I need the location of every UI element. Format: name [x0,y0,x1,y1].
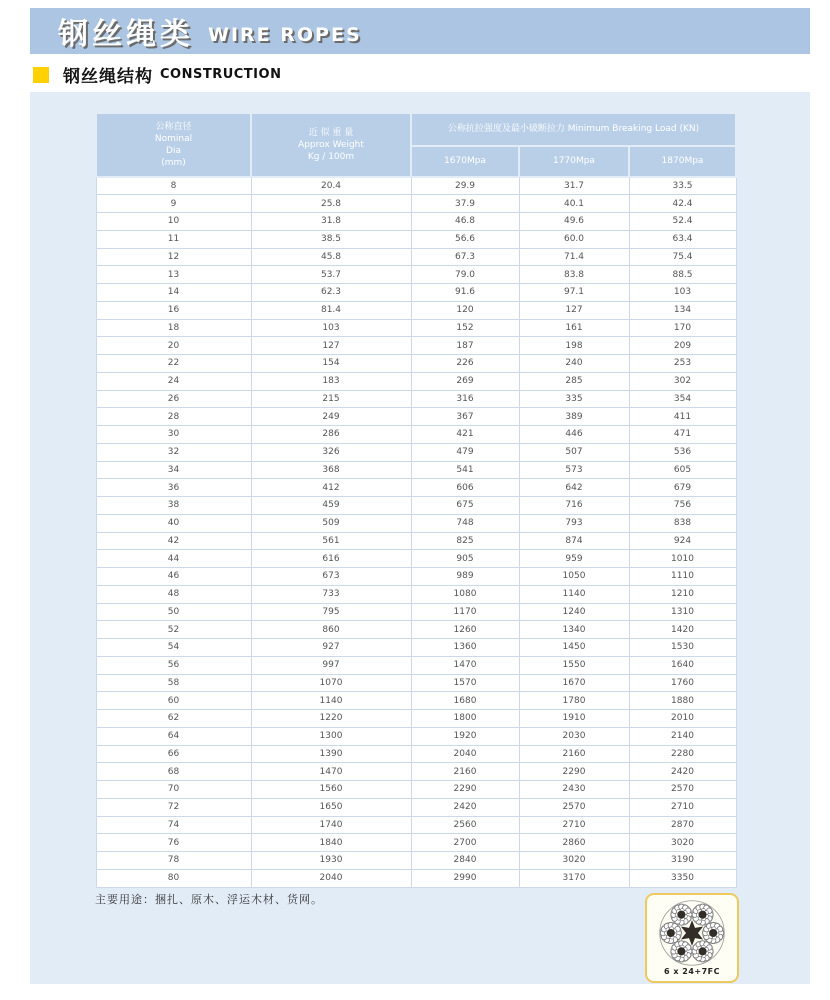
table-cell: 795 [251,603,411,621]
table-cell: 38.5 [251,230,411,248]
table-cell: 22 [96,355,251,373]
table-cell: 2040 [251,869,411,887]
table-cell: 616 [251,550,411,568]
spec-table [95,112,737,888]
table-cell: 326 [251,443,411,461]
table-cell: 1220 [251,710,411,728]
table-row [96,177,736,195]
table-cell: 2160 [519,745,629,763]
table-cell: 70 [96,781,251,799]
table-cell: 367 [411,408,519,426]
table-cell: 2840 [411,852,519,870]
table-cell: 2710 [519,816,629,834]
header-line: Dia [166,146,181,156]
table-cell: 2990 [411,869,519,887]
table-cell: 170 [629,319,736,337]
table-cell: 71.4 [519,248,629,266]
table-row [96,372,736,390]
table-cell: 34 [96,461,251,479]
table-cell: 285 [519,372,629,390]
header-line: Kg / 100m [307,152,355,163]
table-cell: 50 [96,603,251,621]
table-cell: 75.4 [629,248,736,266]
table-row [96,745,736,763]
table-cell: 46 [96,568,251,586]
spec-table-body [96,177,736,887]
table-cell: 46.8 [411,213,519,231]
section-title-zh: 钢丝绳结构 [63,67,153,87]
table-cell: 733 [251,585,411,603]
table-cell: 58 [96,674,251,692]
table-cell: 49.6 [519,213,629,231]
table-cell: 1530 [629,639,736,657]
table-cell: 536 [629,443,736,461]
table-cell: 421 [411,426,519,444]
table-cell: 66 [96,745,251,763]
table-cell: 989 [411,568,519,586]
table-cell: 446 [519,426,629,444]
table-row [96,301,736,319]
table-cell: 459 [251,497,411,515]
table-cell: 187 [411,337,519,355]
table-cell: 3190 [629,852,736,870]
table-cell: 1240 [519,603,629,621]
table-cell: 12 [96,248,251,266]
table-cell: 198 [519,337,629,355]
table-cell: 1840 [251,834,411,852]
table-row [96,710,736,728]
header-line: Nominal [154,133,193,144]
content-panel [30,92,810,984]
yellow-bullet-icon [33,67,49,83]
table-cell: 52 [96,621,251,639]
table-row [96,585,736,603]
header-line: Approx Weight [298,139,364,150]
table-cell: 64 [96,727,251,745]
table-cell: 56.6 [411,230,519,248]
table-cell: 354 [629,390,736,408]
table-cell: 673 [251,568,411,586]
table-cell: 63.4 [629,230,736,248]
table-cell: 1780 [519,692,629,710]
table-cell: 81.4 [251,301,411,319]
table-cell: 2160 [411,763,519,781]
table-cell: 269 [411,372,519,390]
table-cell: 905 [411,550,519,568]
table-cell: 2280 [629,745,736,763]
table-cell: 74 [96,816,251,834]
table-row [96,497,736,515]
table-cell: 1300 [251,727,411,745]
table-cell: 679 [629,479,736,497]
table-cell: 335 [519,390,629,408]
table-cell: 1010 [629,550,736,568]
header-line: 近 似 重 量 [308,127,354,138]
rope-cross-section-icon [649,898,735,968]
table-cell: 40 [96,514,251,532]
table-cell: 91.6 [411,284,519,302]
table-cell: 1450 [519,639,629,657]
table-cell: 1800 [411,710,519,728]
table-row [96,550,736,568]
table-cell: 316 [411,390,519,408]
table-cell: 215 [251,390,411,408]
table-cell: 471 [629,426,736,444]
table-row [96,568,736,586]
table-cell: 11 [96,230,251,248]
table-row [96,852,736,870]
table-cell: 959 [519,550,629,568]
table-cell: 1110 [629,568,736,586]
header-nominal-dia [96,113,251,177]
table-cell: 103 [251,319,411,337]
table-cell: 479 [411,443,519,461]
table-cell: 1140 [251,692,411,710]
table-cell: 1420 [629,621,736,639]
table-cell: 28 [96,408,251,426]
table-cell: 83.8 [519,266,629,284]
table-cell: 1340 [519,621,629,639]
table-cell: 76 [96,834,251,852]
table-cell: 54 [96,639,251,657]
table-cell: 226 [411,355,519,373]
table-cell: 26 [96,390,251,408]
table-row [96,639,736,657]
table-row [96,514,736,532]
table-cell: 1910 [519,710,629,728]
table-cell: 183 [251,372,411,390]
table-cell: 9 [96,195,251,213]
table-cell: 154 [251,355,411,373]
table-cell: 748 [411,514,519,532]
table-cell: 32 [96,443,251,461]
table-cell: 1680 [411,692,519,710]
table-cell: 60.0 [519,230,629,248]
header-line: (mm) [161,158,186,169]
table-row [96,727,736,745]
table-cell: 88.5 [629,266,736,284]
table-cell: 1470 [251,763,411,781]
table-cell: 72 [96,798,251,816]
table-cell: 1670 [519,674,629,692]
table-cell: 42 [96,532,251,550]
table-cell: 152 [411,319,519,337]
table-cell: 2140 [629,727,736,745]
table-cell: 62 [96,710,251,728]
table-cell: 53.7 [251,266,411,284]
header-grade-1670: 1670Mpa [411,146,519,177]
banner-title-en: WIRE ROPES [208,24,362,46]
table-cell: 56 [96,656,251,674]
table-cell: 249 [251,408,411,426]
table-cell: 253 [629,355,736,373]
table-cell: 2430 [519,781,629,799]
table-cell: 1070 [251,674,411,692]
table-cell: 127 [519,301,629,319]
table-cell: 411 [629,408,736,426]
table-cell: 20.4 [251,177,411,195]
table-cell: 2420 [629,763,736,781]
table-cell: 1140 [519,585,629,603]
table-cell: 103 [629,284,736,302]
table-cell: 2030 [519,727,629,745]
table-cell: 62.3 [251,284,411,302]
table-row [96,869,736,887]
table-cell: 874 [519,532,629,550]
table-row [96,284,736,302]
table-cell: 2010 [629,710,736,728]
table-cell: 997 [251,656,411,674]
table-cell: 286 [251,426,411,444]
table-cell: 716 [519,497,629,515]
table-cell: 8 [96,177,251,195]
table-row [96,319,736,337]
table-cell: 756 [629,497,736,515]
table-cell: 18 [96,319,251,337]
table-cell: 29.9 [411,177,519,195]
table-cell: 3020 [629,834,736,852]
header-approx-weight [251,113,411,177]
table-cell: 13 [96,266,251,284]
table-cell: 48 [96,585,251,603]
table-cell: 1360 [411,639,519,657]
table-cell: 97.1 [519,284,629,302]
rope-construction-label: 6 x 24+7FC [663,967,721,976]
table-cell: 36 [96,479,251,497]
table-cell: 1210 [629,585,736,603]
table-cell: 860 [251,621,411,639]
table-cell: 209 [629,337,736,355]
table-cell: 1880 [629,692,736,710]
table-cell: 2290 [411,781,519,799]
table-cell: 1310 [629,603,736,621]
table-cell: 80 [96,869,251,887]
table-cell: 78 [96,852,251,870]
table-cell: 2710 [629,798,736,816]
table-cell: 642 [519,479,629,497]
table-cell: 368 [251,461,411,479]
table-row [96,798,736,816]
table-cell: 20 [96,337,251,355]
table-cell: 2700 [411,834,519,852]
table-row [96,390,736,408]
table-cell: 2420 [411,798,519,816]
table-row [96,532,736,550]
table-row [96,461,736,479]
table-cell: 2560 [411,816,519,834]
table-cell: 31.8 [251,213,411,231]
table-cell: 45.8 [251,248,411,266]
table-cell: 2870 [629,816,736,834]
usage-note: 主要用途：捆扎、原木、浮运木材、货网。 [95,893,323,906]
table-row [96,337,736,355]
table-row [96,781,736,799]
table-cell: 509 [251,514,411,532]
table-cell: 793 [519,514,629,532]
table-cell: 240 [519,355,629,373]
table-cell: 120 [411,301,519,319]
table-cell: 52.4 [629,213,736,231]
table-cell: 31.7 [519,177,629,195]
table-cell: 412 [251,479,411,497]
table-cell: 40.1 [519,195,629,213]
table-row [96,816,736,834]
table-cell: 44 [96,550,251,568]
spec-table-header [96,113,736,177]
table-cell: 825 [411,532,519,550]
table-cell: 38 [96,497,251,515]
table-cell: 1760 [629,674,736,692]
table-cell: 134 [629,301,736,319]
table-cell: 1930 [251,852,411,870]
table-cell: 1740 [251,816,411,834]
table-row [96,266,736,284]
header-breaking-load: 公称抗拉强度及最小破断拉力 Minimum Breaking Load (KN) [411,113,736,146]
page-banner [30,8,810,54]
table-row [96,355,736,373]
table-row [96,248,736,266]
table-cell: 30 [96,426,251,444]
table-cell: 37.9 [411,195,519,213]
table-cell: 127 [251,337,411,355]
table-cell: 25.8 [251,195,411,213]
table-cell: 24 [96,372,251,390]
table-cell: 573 [519,461,629,479]
table-cell: 1170 [411,603,519,621]
table-row [96,479,736,497]
table-row [96,834,736,852]
table-cell: 1470 [411,656,519,674]
table-cell: 606 [411,479,519,497]
header-grade-1770: 1770Mpa [519,146,629,177]
table-row [96,443,736,461]
table-cell: 1390 [251,745,411,763]
table-cell: 2860 [519,834,629,852]
table-cell: 60 [96,692,251,710]
table-cell: 33.5 [629,177,736,195]
table-cell: 302 [629,372,736,390]
table-cell: 1260 [411,621,519,639]
table-cell: 507 [519,443,629,461]
table-row [96,692,736,710]
table-row [96,603,736,621]
table-cell: 3350 [629,869,736,887]
table-cell: 79.0 [411,266,519,284]
table-row [96,408,736,426]
table-cell: 3020 [519,852,629,870]
table-row [96,621,736,639]
table-cell: 389 [519,408,629,426]
table-row [96,195,736,213]
table-cell: 14 [96,284,251,302]
table-cell: 1650 [251,798,411,816]
table-cell: 2290 [519,763,629,781]
table-row [96,674,736,692]
header-grade-1870: 1870Mpa [629,146,736,177]
table-cell: 605 [629,461,736,479]
table-cell: 1920 [411,727,519,745]
table-cell: 1560 [251,781,411,799]
table-cell: 16 [96,301,251,319]
table-cell: 1080 [411,585,519,603]
table-cell: 67.3 [411,248,519,266]
table-row [96,763,736,781]
table-cell: 2040 [411,745,519,763]
table-cell: 541 [411,461,519,479]
table-cell: 1550 [519,656,629,674]
table-row [96,426,736,444]
table-cell: 2570 [519,798,629,816]
section-header [33,62,281,87]
header-line: 公称直径 [155,121,192,132]
table-cell: 924 [629,532,736,550]
section-title-en: CONSTRUCTION [160,67,282,82]
table-cell: 1050 [519,568,629,586]
table-row [96,213,736,231]
table-cell: 2570 [629,781,736,799]
table-cell: 1640 [629,656,736,674]
table-cell: 161 [519,319,629,337]
table-cell: 927 [251,639,411,657]
table-cell: 10 [96,213,251,231]
table-cell: 561 [251,532,411,550]
table-row [96,656,736,674]
table-cell: 3170 [519,869,629,887]
table-cell: 838 [629,514,736,532]
table-cell: 1570 [411,674,519,692]
banner-title-zh: 钢丝绳类 [58,17,194,52]
table-cell: 675 [411,497,519,515]
table-cell: 68 [96,763,251,781]
table-row [96,230,736,248]
table-cell: 42.4 [629,195,736,213]
rope-cross-section-box [645,893,739,983]
